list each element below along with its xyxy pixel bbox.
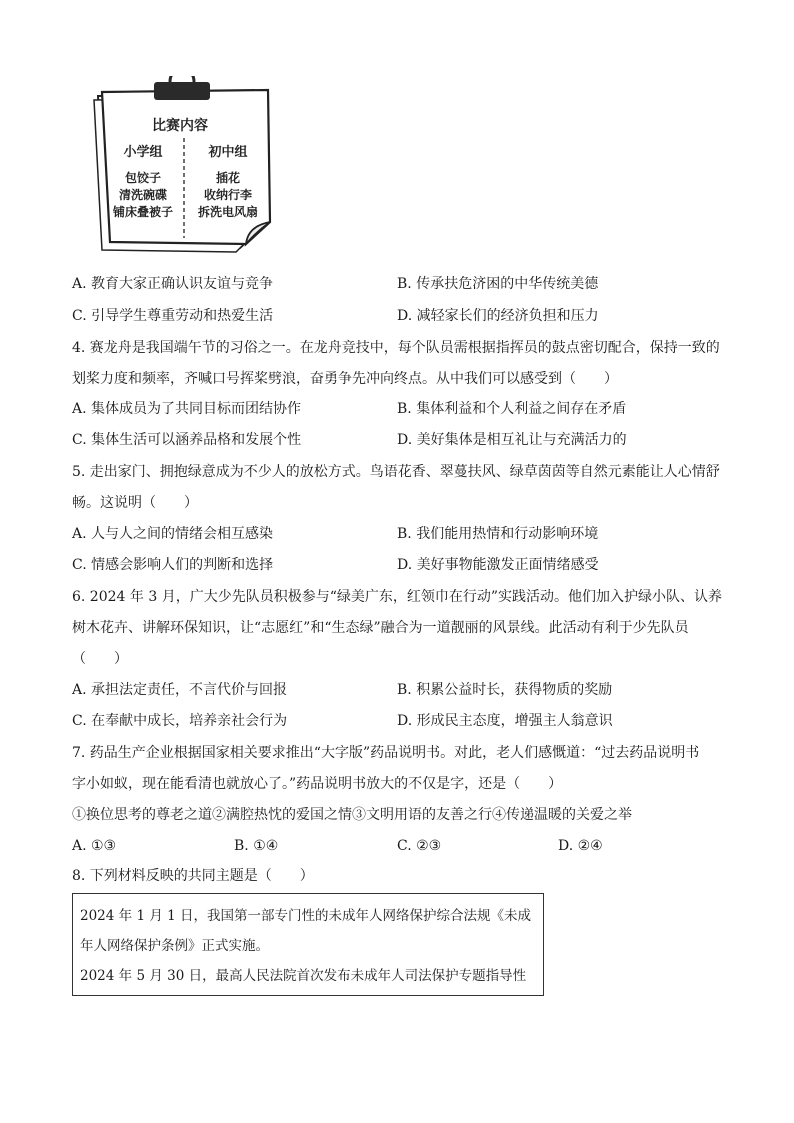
q4-option-c: C. 集体生活可以涵养品格和发展个性 [72,432,302,448]
q5-option-b: B. 我们能用热情和行动影响环境 [397,526,599,542]
note-left-header: 小学组 [123,145,163,160]
q4-stem-line: 划桨力度和频率，齐喊口号挥桨劈浪，奋勇争先冲向终点。从中我们可以感受到（ ） [72,371,618,387]
q6-stem-line: 树木花卉、讲解环保知识，让“志愿红”和“生态绿”融合为一道靓丽的风景线。此活动有利于少先队员 [72,620,689,636]
q7-stem-line: 7. 药品生产企业根据国家相关要求推出“大字版”药品说明书。对此，老人们感慨道：“过去药品说明书 [72,745,700,761]
q5-option-d: D. 美好事物能激发正面情绪感受 [397,557,599,573]
q7-stem-line: 字小如蚁，现在能看清也就放心了。”药品说明书放大的不仅是字，还是（ ） [72,776,563,792]
q6-option-d: D. 形成民主态度，增强主人翁意识 [397,713,613,729]
q4-option-a: A. 集体成员为了共同目标而团结协作 [72,401,302,417]
q4-option-b: B. 集体利益和个人利益之间存在矛盾 [397,401,627,417]
note-left-item: 铺床叠被子 [112,205,174,219]
note-left-item: 包饺子 [124,171,162,185]
q8-stem-line: 8. 下列材料反映的共同主题是（ ） [72,868,314,884]
q4-stem-line: 4. 赛龙舟是我国端午节的习俗之一。在龙舟竞技中，每个队员需根据指挥员的鼓点密切配合，保持一致的 [72,340,720,356]
q3-option-d: D. 减轻家长们的经济负担和压力 [397,308,599,324]
note-left-item: 清洗碗碟 [118,188,168,202]
q3-option-c: C. 引导学生尊重劳动和热爱生活 [72,308,274,324]
q7-option-d: D. ②④ [558,838,603,854]
q7-option-a: A. ①③ [72,838,117,854]
q6-stem-line: （ ） [72,651,128,667]
competition-content-note-illustration [88,76,278,256]
q8-material-line: 2024 年 1 月 1 日，我国第一部专门性的未成年人网络保护综合法规《未成 [80,908,531,924]
q3-option-b: B. 传承扶危济困的中华传统美德 [397,276,599,292]
q8-material-line: 年人网络保护条例》正式实施。 [80,938,269,954]
q6-option-b: B. 积累公益时长，获得物质的奖励 [397,682,613,698]
q8-material-line: 2024 年 5 月 30 日，最高人民法院首次发布未成年人司法保护专题指导性 [80,968,527,984]
q5-option-a: A. 人与人之间的情绪会相互感染 [72,526,274,542]
q6-option-a: A. 承担法定责任，不言代价与回报 [72,682,288,698]
q7-statements: ①换位思考的尊老之道②满腔热忱的爱国之情③文明用语的友善之行④传递温暖的关爱之举 [72,807,632,823]
q7-option-b: B. ①④ [234,838,279,854]
q5-stem-line: 畅。这说明（ ） [72,495,198,511]
q5-stem-line: 5. 走出家门、拥抱绿意成为不少人的放松方式。鸟语花香、翠蔓扶风、绿草茵茵等自然元素能让人心情舒 [72,464,720,480]
q3-option-a: A. 教育大家正确认识友谊与竞争 [72,276,274,292]
q6-option-c: C. 在奉献中成长，培养亲社会行为 [72,713,288,729]
note-title: 比赛内容 [152,118,208,134]
note-right-item: 收纳行李 [203,188,253,202]
q5-option-c: C. 情感会影响人们的判断和选择 [72,557,274,573]
note-right-header: 初中组 [208,145,248,160]
q4-option-d: D. 美好集体是相互礼让与充满活力的 [397,432,627,448]
note-right-item: 拆洗电风扇 [197,205,259,219]
q6-stem-line: 6. 2024 年 3 月，广大少先队员积极参与“绿美广东，红领巾在行动”实践活动。他们加入护绿小队、认养 [72,589,723,605]
q7-option-c: C. ②③ [397,838,442,854]
note-right-item: 插花 [215,171,241,185]
